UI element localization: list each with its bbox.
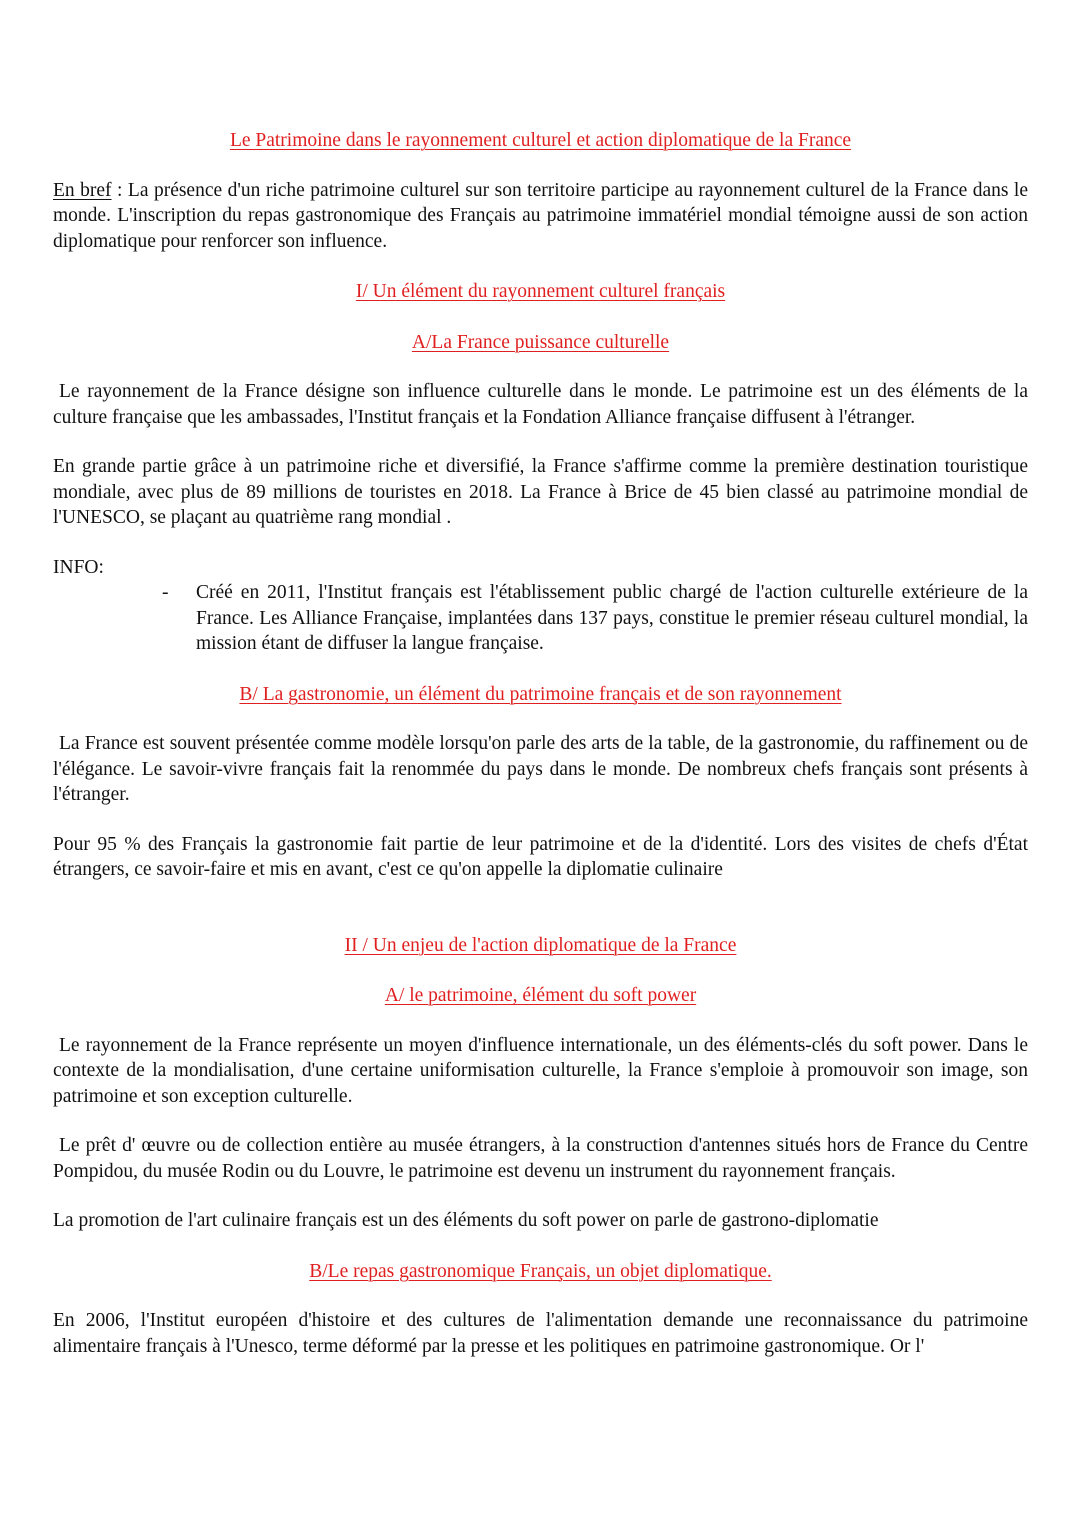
info-label: INFO: <box>53 556 104 578</box>
part1-sectionA-paragraph-1: Le rayonnement de la France désigne son influence culturelle dans le monde. Le patrimoine est un des éléments de la culture française que les ambassades, l'Institut français et la Fondation Alliance française diffusent à l'étranger. <box>53 381 1028 428</box>
part2-sectionB-paragraph-1: En 2006, l'Institut européen d'histoire et des cultures de l'alimentation demande une reconnaissance du patrimoine alimentaire français à l'Unesco, terme déformé par la presse et les politiques en patrimoine gastronomique. Or l' <box>53 1310 1028 1357</box>
part2-title: II / Un enjeu de l'action diplomatique de la France <box>344 934 737 956</box>
part1-sectionB-title: B/ La gastronomie, un élément du patrimoine français et de son rayonnement <box>239 683 842 705</box>
document-page <box>53 128 1028 1359</box>
part1-title: I/ Un élément du rayonnement culturel français <box>355 281 726 302</box>
part2-sectionA-title: A/ le patrimoine, élément du soft power <box>384 985 697 1006</box>
part1-sectionB-paragraph-1: La France est souvent présentée comme modèle lorsqu'on parle des arts de la table, de la gastronomie, du raffinement ou de l'élégance. Le savoir-vivre français fait la renommée du pays dans le monde. De nombreux chefs français sont présents à l'étranger. <box>53 733 1028 805</box>
main-title: Le Patrimoine dans le rayonnement culturel et action diplomatique de la France <box>229 130 852 151</box>
part2-sectionA-paragraph-3: La promotion de l'art culinaire français est un des éléments du soft power on parle de gastrono-diplomatie <box>53 1210 879 1231</box>
part2-sectionA-paragraph-2: Le prêt d' œuvre ou de collection entière au musée étrangers, à la construction d'antennes situés hors de France du Centre Pompidou, du musée Rodin ou du Louvre, le patrimoine est devenu un instrument du rayonnement français. <box>53 1135 1028 1182</box>
part1-sectionA-title: A/La France puissance culturelle <box>411 331 670 353</box>
intro-paragraph <box>53 178 1028 255</box>
part1-sectionA-paragraph-2: En grande partie grâce à un patrimoine riche et diversifié, la France s'affirme comme la première destination touristique mondiale, avec plus de 89 millions de touristes en 2018. La France à Brice de 45 bien classé au patrimoine mondial de l'UNESCO, se plaçant au quatrième rang mondial . <box>53 456 1028 528</box>
info-item <box>162 580 1028 657</box>
dash-bullet: - <box>162 582 169 603</box>
part2-sectionB-title: B/Le repas gastronomique Français, un objet diplomatique. <box>309 1260 772 1282</box>
part1-sectionB-paragraph-2: Pour 95 % des Français la gastronomie fait partie de leur patrimoine et de la d'identité. Lors des visites de chefs d'État étrangers, ce savoir-faire et mis en avant, c'est ce qu'on appelle la diplomatie culinaire <box>53 833 1028 880</box>
intro-label: En bref <box>53 179 112 201</box>
info-list <box>53 580 1028 657</box>
part2-sectionA-paragraph-1: Le rayonnement de la France représente un moyen d'influence internationale, un des éléments-clés du soft power. Dans le contexte de la mondialisation, d'une certaine uniformisation culturelle, la France s'emploie à promouvoir son image, son patrimoine et son exception culturelle. <box>53 1034 1028 1107</box>
info-item-text: Créé en 2011, l'Institut français est l'établissement public chargé de l'action culturelle extérieure de la France. Les Alliance Française, implantées dans 137 pays, constitue le premier réseau culturel mondial, la mission étant de diffuser la langue française. <box>196 582 1028 654</box>
intro-text: : La présence d'un riche patrimoine culturel sur son territoire participe au rayonnement culturel de la France dans le monde. L'inscription du repas gastronomique des Français au patrimoine immatériel mondial témoigne aussi de son action diplomatique pour renforcer son influence. <box>53 179 1028 252</box>
